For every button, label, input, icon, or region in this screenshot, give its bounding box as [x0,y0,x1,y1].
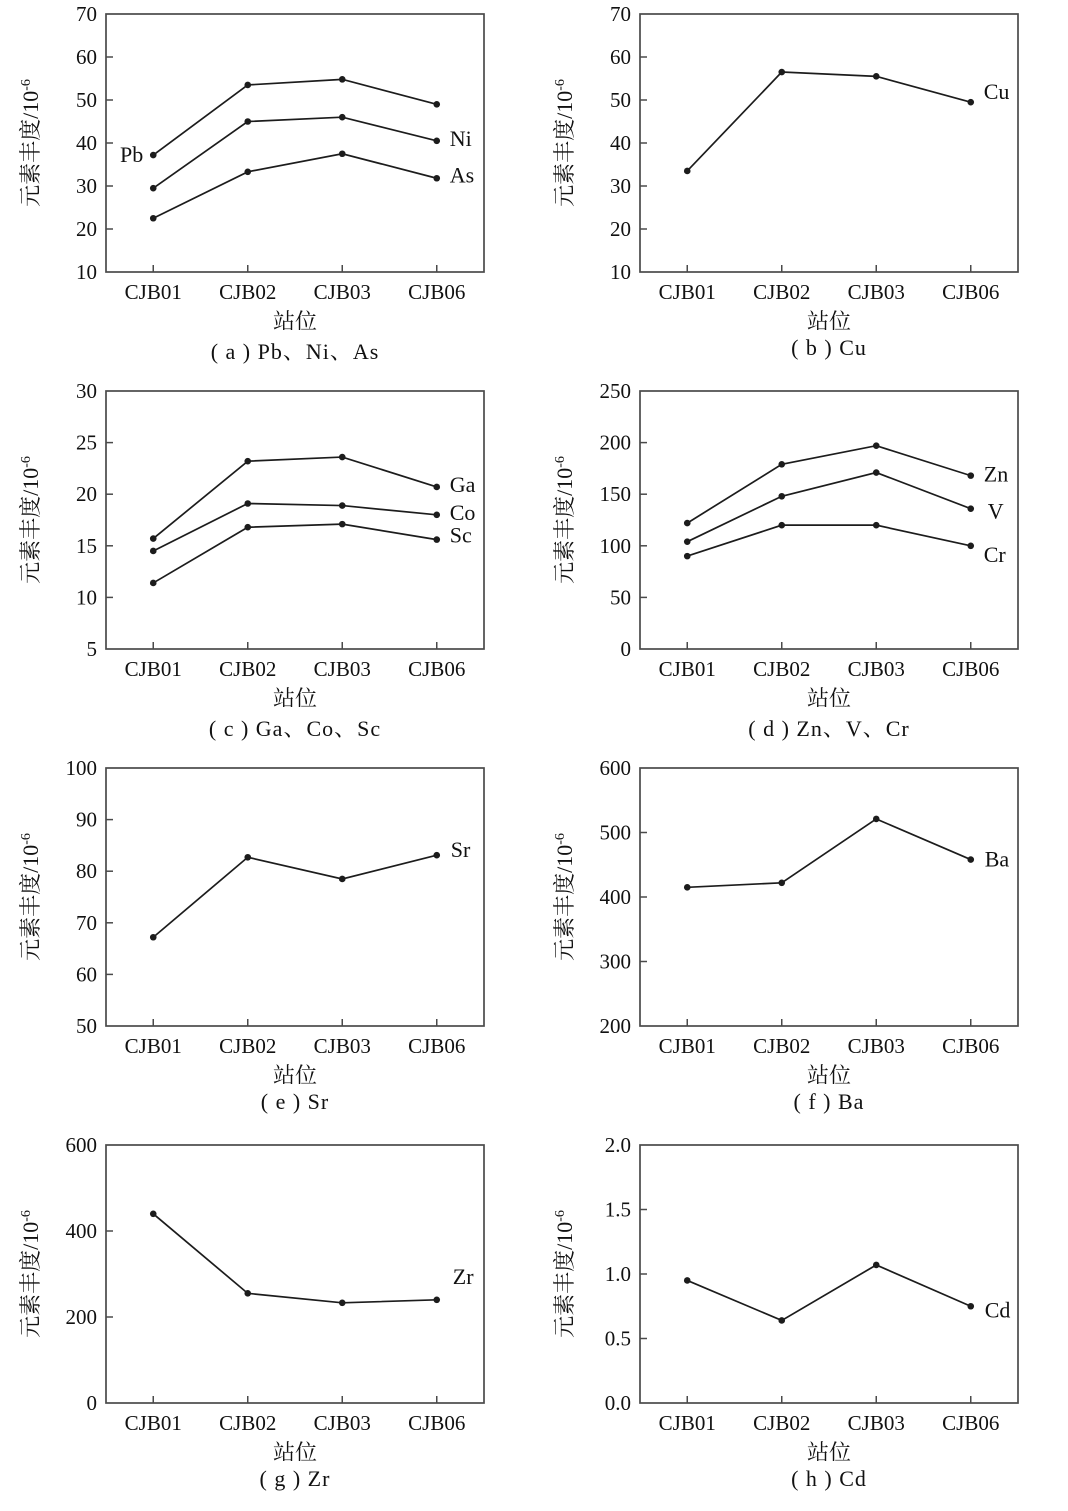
x-tick-label: CJB02 [219,1411,277,1435]
x-axis-title: 站位 [806,1063,852,1084]
chart-f-plot [534,754,1068,1084]
series-Sc-point [433,536,440,543]
y-tick-label: 25 [76,430,97,455]
series-Cu-point [778,69,785,76]
chart-g-caption: ( g ) Zr [259,1466,331,1491]
x-tick-label: CJB02 [219,657,277,681]
series-Cu-label: Cu [983,79,1010,105]
x-axis-ticks [125,642,466,681]
x-tick-label: CJB02 [753,280,811,304]
x-tick-label: CJB06 [942,280,1000,304]
x-axis-ticks [659,1019,1000,1058]
chart-panel-d [534,377,1068,754]
series-Ga-point [150,535,157,542]
series-Ni-label: Ni [449,125,472,151]
series-Co-point [244,500,251,507]
x-axis-title: 站位 [272,1063,318,1084]
y-axis-ticks [610,2,647,284]
chart-d-caption: ( d ) Zn、V、Cr [748,716,910,741]
series-Cu-point [684,168,691,175]
chart-b-plot [534,0,1068,330]
y-tick-label: 5 [86,637,97,661]
series-Ba-label: Ba [984,846,1010,872]
y-axis-ticks [76,379,113,661]
plot-frame [640,391,1018,649]
plot-frame [106,1145,484,1403]
series-As-point [150,215,157,222]
series-Sr-line [153,855,437,937]
chart-e-caption: ( e ) Sr [260,1089,330,1114]
x-axis-ticks [659,265,1000,304]
x-axis-title: 站位 [806,686,852,707]
series-V-point [873,469,880,476]
series-Sr-point [339,876,346,883]
series-V-label: V [987,498,1004,524]
series-Cd-point [873,1262,880,1269]
series-Zn-point [778,461,785,468]
x-tick-label: CJB06 [942,657,1000,681]
series-Zr-point [150,1211,157,1218]
series-Ga-point [339,454,346,461]
chart-panel-e [0,754,534,1131]
series-Co-line [153,503,437,550]
x-tick-label: CJB01 [658,1034,716,1058]
y-tick-label: 0.5 [604,1326,631,1351]
x-tick-label: CJB03 [313,280,371,304]
chart-panel-h [534,1131,1068,1508]
plot-frame [106,14,484,272]
series-Sc [150,521,472,586]
y-tick-label: 1.0 [604,1262,631,1286]
series-Ba-line [687,819,971,887]
series-Cr-point [684,553,691,560]
y-tick-label: 0 [86,1391,97,1415]
series-Cu-point [967,99,974,106]
y-axis-title: 元素丰度$/10^{-6}$ [552,456,577,584]
series-Zn-point [684,520,691,527]
y-axis-title: 元素丰度$/10^{-6}$ [18,456,43,584]
series-Co-point [433,512,440,519]
series-Sc-point [150,580,157,587]
series-Ba-point [967,856,974,863]
y-tick-label: 30 [76,174,97,198]
series-Ni-point [339,114,346,121]
series-V-point [778,493,785,500]
series-Cr [684,522,1006,567]
series-V-line [687,473,971,542]
y-axis-ticks [76,2,113,284]
x-tick-label: CJB03 [847,280,905,304]
x-axis-ticks [125,1019,466,1058]
y-tick-label: 50 [76,1014,97,1038]
y-tick-label: 60 [76,45,97,69]
series-Zr-point [339,1300,346,1307]
x-tick-label: CJB02 [753,1034,811,1058]
x-tick-label: CJB03 [847,1411,905,1435]
chart-panel-a [0,0,534,377]
x-tick-label: CJB03 [847,657,905,681]
y-tick-label: 80 [76,859,97,884]
y-axis-title: 元素丰度$/10^{-6}$ [552,79,577,207]
series-Zr-label: Zr [452,1263,474,1289]
series-Sr-point [244,854,251,861]
y-tick-label: 70 [76,910,97,935]
series-Ga-point [244,458,251,465]
y-tick-label: 15 [76,533,97,558]
chart-g-plot [0,1131,534,1461]
y-tick-label: 60 [610,45,631,69]
y-tick-label: 30 [610,174,631,198]
series-Pb-point [150,152,157,159]
y-tick-label: 200 [65,1305,97,1329]
series-Sc-line [153,524,437,583]
y-tick-label: 20 [76,217,97,241]
x-axis-ticks [659,642,1000,681]
x-axis-ticks [659,1396,1000,1435]
series-Zr-point [433,1297,440,1304]
x-axis-title: 站位 [272,309,318,330]
series-Sr-label: Sr [450,837,471,863]
series-Cd [684,1262,1010,1324]
x-axis-title: 站位 [272,686,318,707]
series-Ba-point [778,880,785,887]
chart-d-plot [534,377,1068,707]
series-Zn-point [967,472,974,479]
x-tick-label: CJB02 [753,657,811,681]
series-V [684,469,1004,545]
chart-panel-c [0,377,534,754]
chart-h-plot [534,1131,1068,1461]
series-Zr-point [244,1290,251,1297]
y-tick-label: 200 [599,430,631,455]
series-Sr-point [150,934,157,941]
chart-a-caption: ( a ) Pb、Ni、As [210,339,380,364]
series-Co-point [150,548,157,555]
y-tick-label: 40 [76,131,97,155]
series-Co [150,500,475,554]
y-tick-label: 50 [76,88,97,112]
y-tick-label: 400 [599,885,631,909]
series-As-point [339,150,346,157]
y-tick-label: 20 [610,217,631,241]
series-V-point [684,538,691,545]
y-axis-title: 元素丰度$/10^{-6}$ [552,833,577,961]
x-tick-label: CJB01 [658,1411,716,1435]
y-tick-label: 400 [65,1219,97,1243]
x-tick-label: CJB06 [408,1411,466,1435]
y-tick-label: 0 [620,637,631,661]
x-tick-label: CJB01 [658,657,716,681]
series-Ni-point [150,185,157,192]
chart-h-caption: ( h ) Cd [791,1466,867,1491]
series-Zr [150,1211,474,1307]
x-tick-label: CJB03 [313,657,371,681]
y-tick-label: 2.0 [604,1133,631,1157]
x-tick-label: CJB02 [219,280,277,304]
series-Sr [150,837,471,940]
x-tick-label: CJB02 [219,1034,277,1058]
series-Zn [684,442,1008,526]
series-Ga-point [433,484,440,491]
chart-e-plot [0,754,534,1084]
series-Sc-label: Sc [449,522,472,548]
series-Cu [684,69,1009,175]
y-axis-title: 元素丰度$/10^{-6}$ [18,79,43,207]
chart-panel-g [0,1131,534,1508]
series-Co-point [339,502,346,509]
series-As-point [244,169,251,176]
plot-frame [640,768,1018,1026]
x-tick-label: CJB06 [408,657,466,681]
series-Ba-point [873,816,880,823]
y-tick-label: 0.0 [604,1391,631,1415]
x-tick-label: CJB01 [124,280,182,304]
series-As-line [153,154,437,219]
series-Cr-label: Cr [983,541,1006,567]
series-Pb-point [244,82,251,89]
chart-panel-f [534,754,1068,1131]
y-axis-title: 元素丰度$/10^{-6}$ [552,1210,577,1338]
y-tick-label: 50 [610,88,631,112]
y-tick-label: 50 [610,585,631,610]
series-Ni [150,114,475,192]
series-Cd-point [778,1317,785,1324]
x-tick-label: CJB06 [408,280,466,304]
series-Ba [684,816,1009,891]
series-Sc-point [339,521,346,528]
series-Cr-point [873,522,880,529]
x-tick-label: CJB06 [942,1034,1000,1058]
x-tick-label: CJB03 [313,1411,371,1435]
y-tick-label: 150 [599,482,631,507]
series-Cu-point [873,73,880,80]
x-tick-label: CJB01 [658,280,716,304]
chart-panel-b [534,0,1068,377]
series-Cr-point [967,543,974,550]
series-Pb-point [433,101,440,108]
chart-b-caption: ( b ) Cu [791,335,867,360]
x-tick-label: CJB03 [313,1034,371,1058]
series-Cd-point [967,1303,974,1310]
series-Cr-point [778,522,785,529]
series-Ga-label: Ga [449,471,476,497]
chart-c-plot [0,377,534,707]
series-Co-label: Co [449,499,476,525]
y-tick-label: 600 [599,756,631,780]
x-tick-label: CJB06 [942,1411,1000,1435]
y-axis-title: 元素丰度$/10^{-6}$ [18,1210,43,1338]
series-As [150,150,474,221]
y-tick-label: 70 [610,2,631,26]
series-Ni-point [244,118,251,125]
chart-c-caption: ( c ) Ga、Co、Sc [208,716,382,741]
x-axis-title: 站位 [806,309,852,330]
y-tick-label: 70 [76,2,97,26]
y-tick-label: 10 [76,260,97,284]
series-Cd-line [687,1265,971,1320]
series-Cu-line [687,72,971,171]
series-Ni-point [433,138,440,145]
y-tick-label: 10 [610,260,631,284]
plot-frame [106,768,484,1026]
plot-frame [640,1145,1018,1403]
x-axis-title: 站位 [806,1440,852,1461]
y-tick-label: 10 [76,585,97,610]
x-tick-label: CJB02 [753,1411,811,1435]
chart-f-caption: ( f ) Ba [793,1089,865,1114]
y-tick-label: 30 [76,379,97,403]
plot-frame [640,14,1018,272]
series-Pb-label: Pb [120,142,144,168]
y-tick-label: 40 [610,131,631,155]
series-Cd-label: Cd [984,1297,1011,1323]
series-Zn-label: Zn [983,461,1009,487]
x-tick-label: CJB06 [408,1034,466,1058]
y-tick-label: 100 [65,756,97,780]
series-Sr-point [433,852,440,859]
y-tick-label: 1.5 [604,1197,631,1222]
series-Zr-line [153,1214,437,1303]
x-tick-label: CJB01 [124,1411,182,1435]
series-Ni-line [153,117,437,188]
y-tick-label: 600 [65,1133,97,1157]
y-tick-label: 200 [599,1014,631,1038]
y-tick-label: 90 [76,807,97,832]
x-axis-title: 站位 [272,1440,318,1461]
series-As-label: As [449,162,475,188]
series-Pb-line [153,79,437,155]
x-tick-label: CJB03 [847,1034,905,1058]
series-Sc-point [244,524,251,531]
chart-a-plot [0,0,534,330]
y-tick-label: 500 [599,820,631,845]
series-V-point [967,505,974,512]
x-tick-label: CJB01 [124,657,182,681]
series-Pb [120,76,440,167]
y-tick-label: 60 [76,962,97,987]
x-tick-label: CJB01 [124,1034,182,1058]
series-Zn-point [873,442,880,449]
y-tick-label: 100 [599,533,631,558]
x-axis-ticks [125,265,466,304]
y-axis-title: 元素丰度$/10^{-6}$ [18,833,43,961]
y-tick-label: 300 [599,949,631,974]
plot-frame [106,391,484,649]
series-Ba-point [684,884,691,891]
y-tick-label: 250 [599,379,631,403]
series-Cd-point [684,1277,691,1284]
x-axis-ticks [125,1396,466,1435]
y-tick-label: 20 [76,482,97,507]
series-Cr-line [687,525,971,556]
series-As-point [433,175,440,182]
series-Pb-point [339,76,346,83]
